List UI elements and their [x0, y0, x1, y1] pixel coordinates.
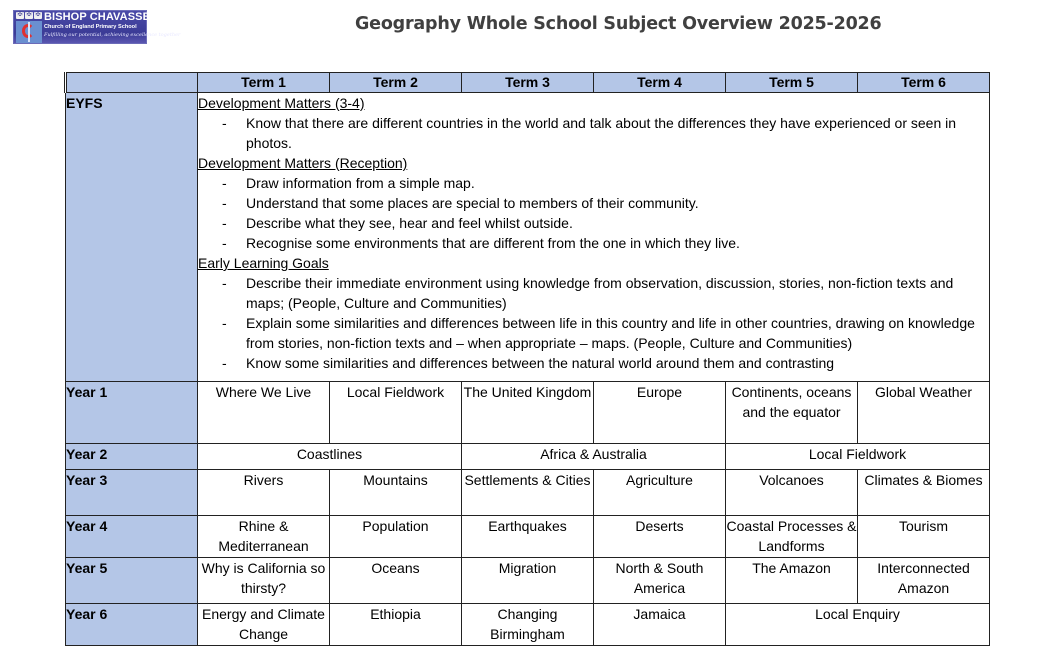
school-motto: Fulfilling our potential, achieving excellence together: [44, 32, 181, 38]
eyfs-content: [198, 93, 990, 382]
topic-cell: Interconnected Amazon: [858, 558, 990, 604]
cross-emblem-icon: [16, 21, 42, 43]
eyfs-item-text: Know that there are different countries in the world and talk about the differences they have experienced or seen in photos.: [246, 115, 957, 151]
row-label-year: Year 1: [66, 382, 198, 444]
topic-cell: Why is California so thirsty?: [198, 558, 330, 604]
topic-cell: Rivers: [198, 470, 330, 516]
crest-icon: ✠: [26, 12, 32, 18]
eyfs-item-text: Draw information from a simple map.: [246, 175, 475, 191]
header-row: [66, 73, 990, 93]
topic-cell: Jamaica: [594, 604, 726, 646]
year-row: [66, 604, 990, 646]
eyfs-item-text: Recognise some environments that are different from the one in which they live.: [246, 235, 740, 251]
eyfs-list: [198, 113, 989, 153]
row-label-year: Year 3: [66, 470, 198, 516]
term-header: Term 3: [462, 73, 594, 93]
topic-cell: Local Enquiry: [726, 604, 990, 646]
topic-cell: Coastal Processes & Landforms: [726, 516, 858, 558]
term-header: Term 6: [858, 73, 990, 93]
dash-bullet-icon: -: [222, 115, 227, 131]
topic-cell: Rhine & Mediterranean: [198, 516, 330, 558]
topic-cell: Local Fieldwork: [726, 444, 990, 470]
eyfs-list-item: [198, 353, 989, 373]
year-row: [66, 558, 990, 604]
topic-cell: Local Fieldwork: [330, 382, 462, 444]
topic-cell: Where We Live: [198, 382, 330, 444]
eyfs-item-text: Know some similarities and differences between the natural world around them and contrasting: [246, 355, 835, 371]
school-logo: [13, 10, 181, 44]
school-subtitle: Church of England Primary School: [44, 24, 137, 30]
eyfs-section-heading: Development Matters (Reception): [198, 155, 408, 171]
year-row: [66, 516, 990, 558]
dash-bullet-icon: -: [222, 175, 227, 191]
row-label-eyfs: EYFS: [66, 93, 198, 382]
topic-cell: Settlements & Cities: [462, 470, 594, 516]
topic-cell: Tourism: [858, 516, 990, 558]
dash-bullet-icon: -: [222, 315, 227, 331]
topic-cell: Mountains: [330, 470, 462, 516]
row-label-year: Year 2: [66, 444, 198, 470]
row-label-year: Year 5: [66, 558, 198, 604]
row-label-year: Year 4: [66, 516, 198, 558]
dash-bullet-icon: -: [222, 355, 227, 371]
eyfs-item-text: Describe what they see, hear and feel whilst outside.: [246, 215, 573, 231]
topic-cell: Global Weather: [858, 382, 990, 444]
topic-cell: Continents, oceans and the equator: [726, 382, 858, 444]
eyfs-list-item: [198, 273, 989, 313]
topic-cell: Population: [330, 516, 462, 558]
eyfs-list-item: [198, 213, 989, 233]
year-row: [66, 470, 990, 516]
eyfs-row: [66, 93, 990, 382]
topic-cell: Europe: [594, 382, 726, 444]
corner-header: [66, 73, 198, 93]
crest-icons: [16, 12, 42, 19]
topic-cell: Energy and Climate Change: [198, 604, 330, 646]
eyfs-section-heading: Development Matters (3-4): [198, 95, 365, 111]
topic-cell: Oceans: [330, 558, 462, 604]
row-label-year: Year 6: [66, 604, 198, 646]
topic-cell: Ethiopia: [330, 604, 462, 646]
topic-cell: Deserts: [594, 516, 726, 558]
dash-bullet-icon: -: [222, 195, 227, 211]
topic-cell: Africa & Australia: [462, 444, 726, 470]
crest-icon: ✠: [17, 12, 23, 18]
topic-cell: The Amazon: [726, 558, 858, 604]
dash-bullet-icon: -: [222, 235, 227, 251]
eyfs-item-text: Explain some similarities and differences between life in this country and life in other countries, drawing on knowledge from stories, non-fiction texts and – when appropriate – maps. (People, Culture and Communities): [246, 315, 975, 351]
topic-cell: North & South America: [594, 558, 726, 604]
eyfs-list: [198, 273, 989, 373]
dash-bullet-icon: -: [222, 215, 227, 231]
dash-bullet-icon: -: [222, 275, 227, 291]
term-header: Term 1: [198, 73, 330, 93]
year-row: [66, 382, 990, 444]
eyfs-section-heading: Early Learning Goals: [198, 255, 329, 271]
subject-overview-table: [64, 72, 990, 646]
topic-cell: Agriculture: [594, 470, 726, 516]
term-header: Term 4: [594, 73, 726, 93]
eyfs-list-item: [198, 193, 989, 213]
eyfs-item-text: Understand that some places are special to members of their community.: [246, 195, 699, 211]
eyfs-item-text: Describe their immediate environment using knowledge from observation, discussion, stories, non-fiction texts and maps; (People, Culture and Communities): [246, 275, 954, 311]
eyfs-list-item: [198, 313, 989, 353]
topic-cell: Migration: [462, 558, 594, 604]
school-name: BISHOP CHAVASSE: [44, 11, 151, 23]
term-header: Term 5: [726, 73, 858, 93]
topic-cell: Changing Birmingham: [462, 604, 594, 646]
topic-cell: Earthquakes: [462, 516, 594, 558]
eyfs-list-item: [198, 113, 989, 153]
topic-cell: Volcanoes: [726, 470, 858, 516]
year-row: [66, 444, 990, 470]
topic-cell: Climates & Biomes: [858, 470, 990, 516]
eyfs-list: [198, 173, 989, 253]
topic-cell: The United Kingdom: [462, 382, 594, 444]
crest-icon: ✠: [35, 12, 41, 18]
term-header: Term 2: [330, 73, 462, 93]
topic-cell: Coastlines: [198, 444, 462, 470]
page-title: Geography Whole School Subject Overview 2025-2026: [355, 14, 882, 34]
eyfs-list-item: [198, 173, 989, 193]
eyfs-list-item: [198, 233, 989, 253]
